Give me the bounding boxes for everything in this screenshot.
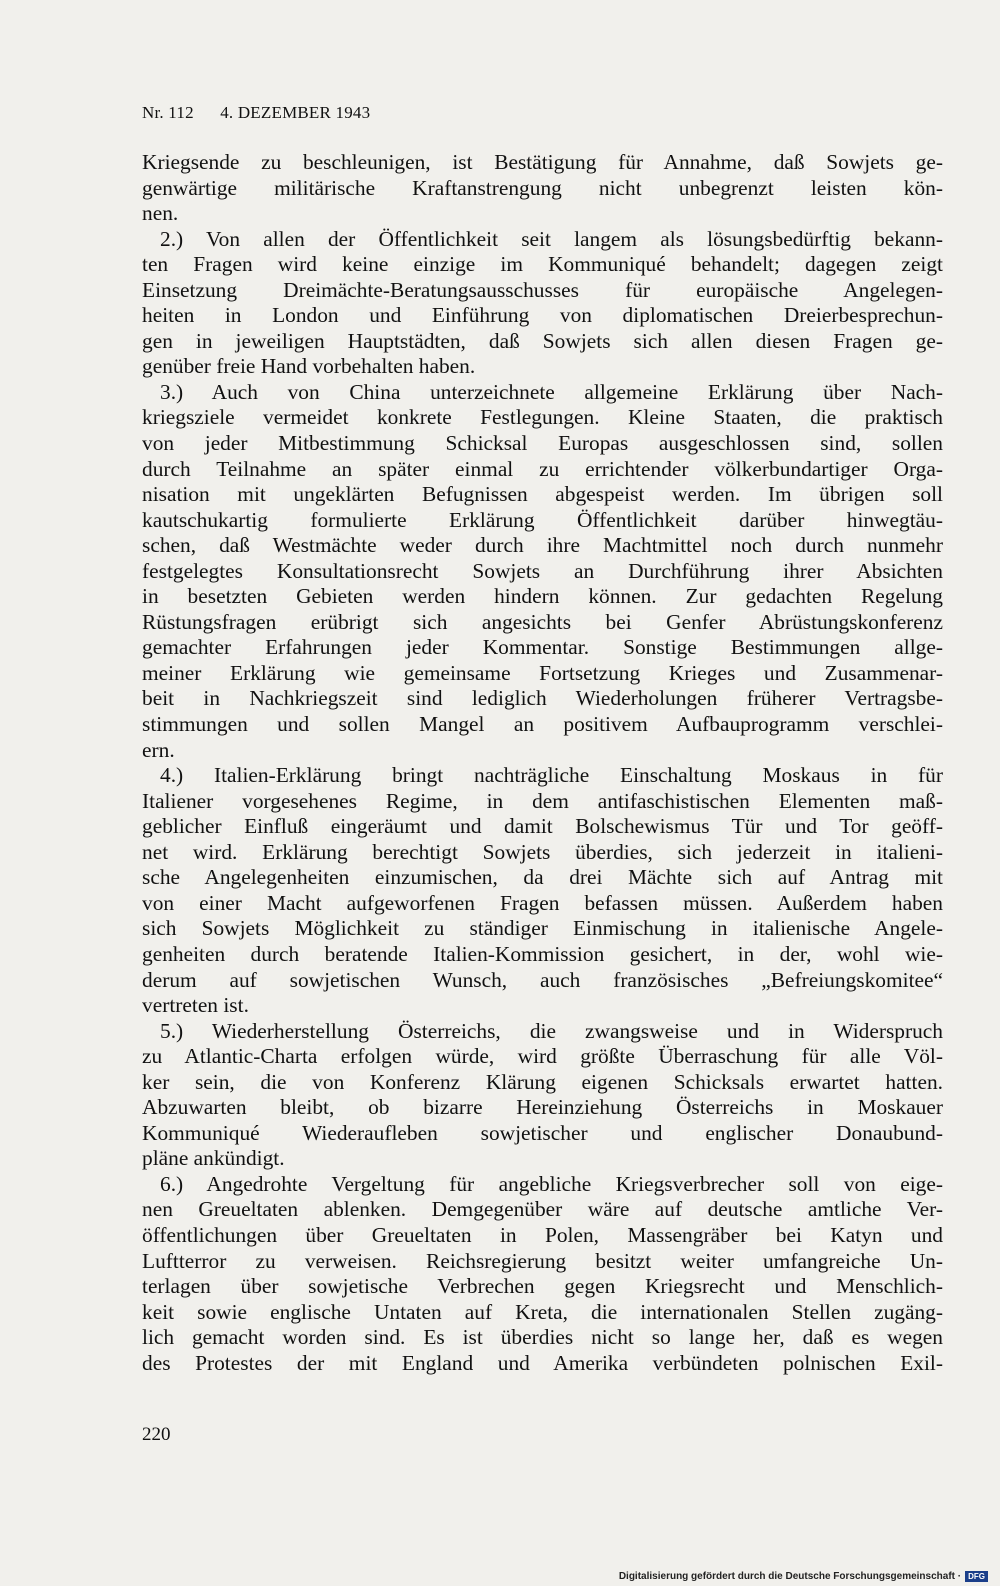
text-line: 4.) Italien-Erklärung bringt nachträgliche Einschaltung Moskaus in für [160,763,943,788]
text-line: gemachter Erfahrungen jeder Kommentar. Sonstige Bestimmungen allge- [142,635,943,660]
text-line: heiten in London und Einführung von diplomatischen Dreierbesprechun- [142,303,943,328]
text-line: genüber freie Hand vorbehalten haben. [142,354,476,379]
text-line: pläne ankündigt. [142,1146,285,1171]
text-line: genwärtige militärische Kraftanstrengung nicht unbegrenzt leisten kön- [142,175,943,200]
text-line: ern. [142,737,175,762]
text-line: Kriegsende zu beschleunigen, ist Bestätigung für Annahme, daß Sowjets ge- [142,150,943,174]
text-line: derum auf sowjetischen Wunsch, auch französisches „Befreiungskomitee“ [142,967,943,992]
text-line: keit sowie englische Untaten auf Kreta, die internationalen Stellen zugäng- [142,1299,943,1324]
text-line: sich Sowjets Möglichkeit zu ständiger Einmischung in italienische Angele- [142,916,943,941]
text-line: durch Teilnahme an später einmal zu errichtender völkerbundartiger Orga- [142,456,943,481]
text-line: 3.) Auch von China unterzeichnete allgemeine Erklärung über Nach- [160,379,943,404]
text-line: Rüstungsfragen erübrigt sich angesichts bei Genfer Abrüstungskonferenz [142,609,943,634]
page-number: 220 [142,1424,171,1445]
text-line: 5.) Wiederherstellung Österreichs, die zwangsweise und in Widerspruch [160,1018,943,1043]
text-line: in besetzten Gebieten werden hindern können. Zur gedachten Regelung [142,584,943,609]
digitization-footer [619,1571,988,1582]
text-line: gen in jeweiligen Hauptstädten, daß Sowjets sich allen diesen Fragen ge- [142,328,943,353]
document-body [142,150,943,1376]
text-line: meiner Erklärung wie gemeinsame Fortsetzung Krieges und Zusammenar- [142,660,943,685]
document-number: Nr. 112 [142,103,194,122]
text-line: 2.) Von allen der Öffentlichkeit seit langem als lösungsbedürftig bekann- [160,226,943,251]
text-line: Luftterror zu verweisen. Reichsregierung besitzt weiter umfangreiche Un- [142,1248,943,1273]
text-line: Italiener vorgesehenes Regime, in dem antifaschistischen Elementen maß- [142,788,943,813]
text-line: 6.) Angedrohte Vergeltung für angebliche Kriegsverbrecher soll von eige- [160,1171,943,1196]
text-line: schen, daß Westmächte weder durch ihre Machtmittel noch durch nunmehr [142,533,943,558]
text-line: genheiten durch beratende Italien-Kommission gesichert, in der, wohl wie- [142,941,943,966]
text-line: geblicher Einfluß eingeräumt und damit Bolschewismus Tür und Tor geöff- [142,814,943,839]
document-date: 4. DEZEMBER 1943 [220,103,371,122]
text-line: Abzuwarten bleibt, ob bizarre Hereinziehung Österreichs in Moskauer [142,1095,943,1120]
text-line: des Protestes der mit England und Amerika verbündeten polnischen Exil- [142,1350,943,1375]
text-line: von einer Macht aufgeworfenen Fragen befassen müssen. Außerdem haben [142,890,943,915]
text-line: öffentlichungen über Greueltaten in Polen, Massengräber bei Katyn und [142,1222,943,1247]
digitization-credit: Digitalisierung gefördert durch die Deutsche Forschungsgemeinschaft · [618,1571,962,1582]
text-line: sche Angelegenheiten einzumischen, da drei Mächte sich auf Antrag mit [142,865,943,890]
text-line: ker sein, die von Konferenz Klärung eigenen Schicksals erwartet hatten. [142,1069,943,1094]
page-header [142,103,370,123]
text-line: nisation mit ungeklärten Befugnissen abgespeist werden. Im übrigen soll [142,482,943,507]
text-line: nen. [142,201,179,226]
text-line: festgelegtes Konsultationsrecht Sowjets an Durchführung ihrer Absichten [142,558,943,583]
text-line: net wird. Erklärung berechtigt Sowjets überdies, sich jederzeit in italieni- [142,839,943,864]
text-line: Kommuniqué Wiederaufleben sowjetischer und englischer Donaubund- [142,1120,943,1145]
text-line: nen Greueltaten ablenken. Demgegenüber wäre auf deutsche amtliche Ver- [142,1197,943,1222]
text-line: lich gemacht worden sind. Es ist überdies nicht so lange her, daß es wegen [142,1325,943,1350]
text-line: terlagen über sowjetische Verbrechen gegen Kriegsrecht und Menschlich- [142,1274,943,1299]
text-line: stimmungen und sollen Mangel an positivem Aufbauprogramm verschlei- [142,712,943,737]
text-line: zu Atlantic-Charta erfolgen würde, wird größte Überraschung für alle Völ- [142,1044,943,1069]
dfg-logo: DFG [965,1571,988,1582]
text-line: vertreten ist. [142,993,249,1018]
text-line: kautschukartig formulierte Erklärung Öffentlichkeit darüber hinwegtäu- [142,507,943,532]
text-line: Einsetzung Dreimächte-Beratungsausschusses für europäische Angelegen- [142,277,943,302]
text-line: beit in Nachkriegszeit sind lediglich Wiederholungen früherer Vertragsbe- [142,686,943,711]
text-line: von jeder Mitbestimmung Schicksal Europas ausgeschlossen sind, sollen [142,431,943,456]
text-line: ten Fragen wird keine einzige im Kommuniqué behandelt; dagegen zeigt [142,252,943,277]
text-line: kriegsziele vermeidet konkrete Festlegungen. Kleine Staaten, die praktisch [142,405,943,430]
